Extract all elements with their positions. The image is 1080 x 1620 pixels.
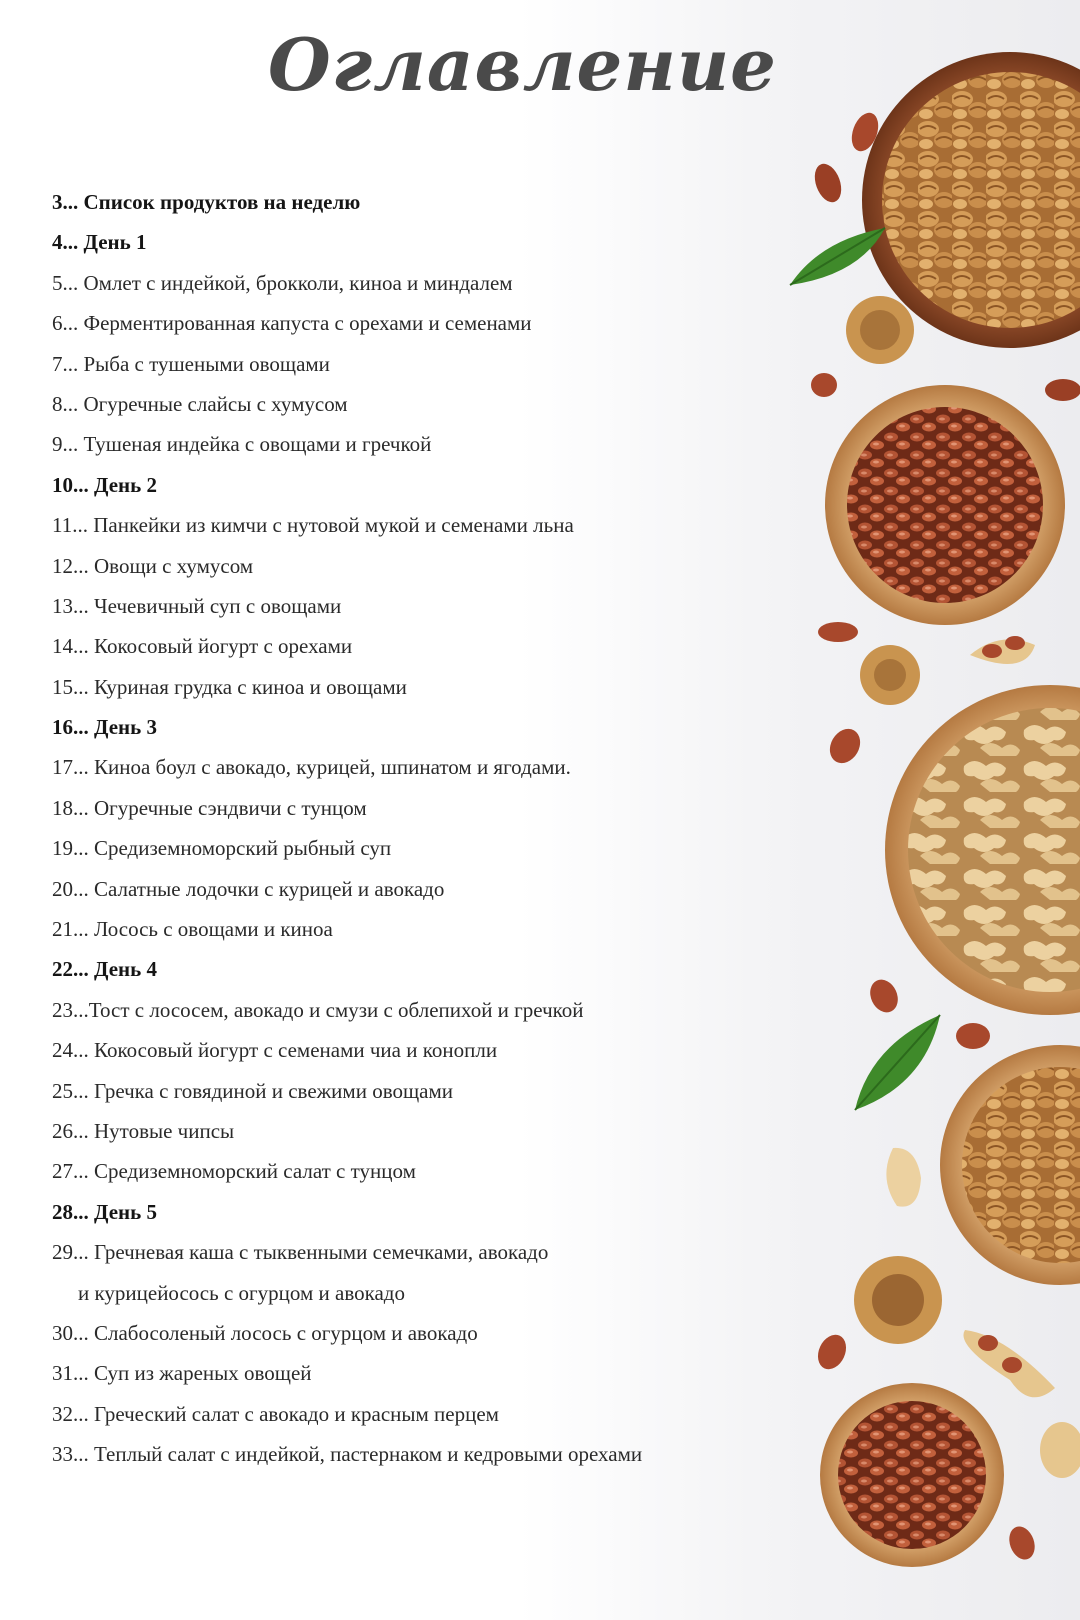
- red-peanut-bowl-icon: [820, 1383, 1004, 1567]
- leaf-icon: [855, 1015, 940, 1110]
- toc-entry: 12... Овощи с хумусом: [52, 553, 254, 578]
- toc-entry: и курицейосось с огурцом и авокадо: [78, 1280, 405, 1305]
- toc-entry: 24... Кокосовый йогурт с семенами чиа и конопли: [52, 1038, 498, 1063]
- toc-entry: 19... Средиземноморский рыбный суп: [52, 836, 392, 861]
- toc-day-heading: 22... День 4: [52, 957, 157, 982]
- toc-entry: 29... Гречневая каша с тыквенными семечками, авокадо: [52, 1240, 549, 1265]
- table-of-contents: [52, 182, 732, 1475]
- toc-entry: 30... Слабосоленый лосось с огурцом и авокадо: [52, 1320, 478, 1345]
- toc-entry: 33... Теплый салат с индейкой, пастернаком и кедровыми орехами: [52, 1442, 643, 1467]
- toc-day-heading: 16... День 3: [52, 715, 157, 740]
- peanut-bowl-icon: [885, 685, 1080, 1015]
- toc-entry: 25... Гречка с говядиной и свежими овощами: [52, 1078, 453, 1103]
- toc-entry: 26... Нутовые чипсы: [52, 1118, 235, 1143]
- toc-day-heading: 4... День 1: [52, 230, 147, 255]
- toc-entry: 6... Ферментированная капуста с орехами и семенами: [52, 311, 532, 336]
- toc-entry: 5... Омлет с индейкой, брокколи, киноа и миндалем: [52, 270, 513, 295]
- toc-entry: 8... Огуречные слайсы с хумусом: [52, 391, 348, 416]
- walnut-icon: [860, 645, 920, 705]
- toc-entry: 14... Кокосовый йогурт с орехами: [52, 634, 353, 659]
- walnut-icon: [846, 296, 914, 364]
- page-title: Оглавление: [267, 22, 777, 107]
- toc-day-heading: 28... День 5: [52, 1199, 157, 1224]
- toc-day-heading: 3... Список продуктов на неделю: [52, 190, 361, 214]
- toc-entry: 32... Греческий салат с авокадо и красным перцем: [52, 1401, 499, 1426]
- toc-day-heading: 10... День 2: [52, 472, 157, 497]
- toc-entry: 11... Панкейки из кимчи с нутовой мукой и семенами льна: [52, 513, 574, 538]
- toc-entry: 31... Суп из жареных овощей: [52, 1361, 312, 1386]
- toc-entry: 27... Средиземноморский салат с тунцом: [52, 1159, 416, 1184]
- toc-entry: 13... Чечевичный суп с овощами: [52, 593, 342, 618]
- toc-entry: 9... Тушеная индейка с овощами и гречкой: [52, 432, 432, 457]
- toc-entry: 18... Огуречные сэндвичи с тунцом: [52, 795, 367, 820]
- toc-entry: 23...Тост с лососем, авокадо и смузи с облепихой и гречкой: [52, 997, 584, 1022]
- walnut-bowl-icon: [940, 1045, 1080, 1285]
- toc-entry: 15... Куриная грудка с киноа и овощами: [52, 674, 407, 699]
- toc-entry: 17... Киноа боул с авокадо, курицей, шпинатом и ягодами.: [52, 755, 571, 780]
- toc-entry: 21... Лосось с овощами и киноа: [52, 917, 333, 942]
- toc-entry: 7... Рыба с тушеными овощами: [52, 351, 330, 376]
- red-peanut-bowl-icon: [825, 385, 1065, 625]
- toc-entry: 20... Салатные лодочки с курицей и авокадо: [52, 876, 445, 901]
- walnut-icon: [854, 1256, 942, 1344]
- leaf-icon: [790, 228, 885, 285]
